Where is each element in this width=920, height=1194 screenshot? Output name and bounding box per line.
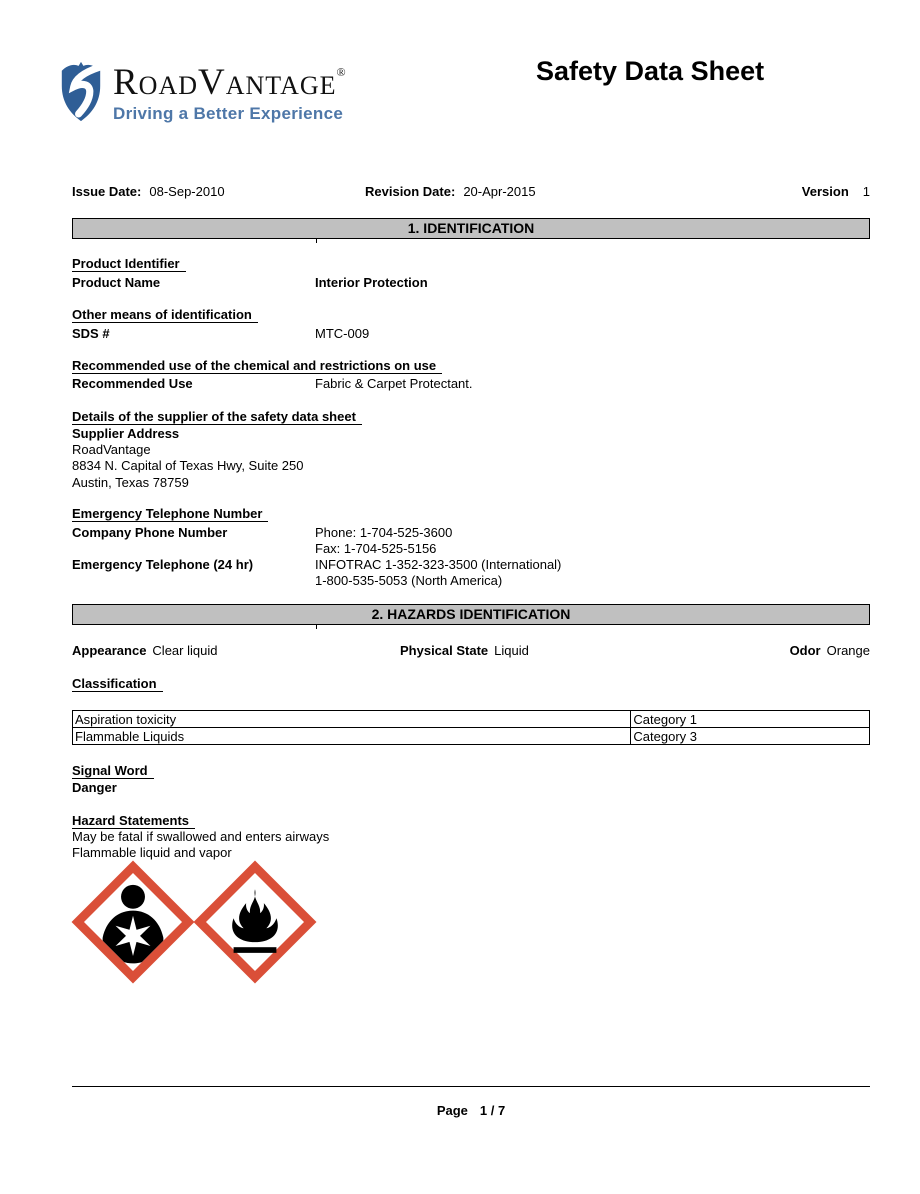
- hazard-class-cell: Aspiration toxicity: [73, 711, 631, 728]
- sds-number-value: MTC-009: [315, 326, 370, 341]
- supplier-details-group: [72, 409, 870, 425]
- page-label: Page: [436, 1103, 468, 1118]
- odor-field: [790, 643, 870, 659]
- hazard-statements-list: [72, 829, 870, 861]
- hazard-statements-group: [72, 813, 870, 829]
- emergency-phone-label: Emergency Telephone (24 hr): [72, 557, 254, 572]
- revision-date-value: 20-Apr-2015: [463, 184, 536, 199]
- emergency-phone-line: INFOTRAC 1-352-323-3500 (International): [315, 557, 562, 572]
- registered-mark-icon: ®: [336, 65, 346, 79]
- field-sds-number: [72, 326, 870, 342]
- company-fax-line: Fax: 1-704-525-5156: [315, 541, 437, 557]
- appearance-value: Clear liquid: [152, 643, 218, 658]
- ghs-flame-icon: [192, 859, 318, 985]
- revision-date-label: Revision Date:: [365, 184, 456, 199]
- brand-name-text: RoadVantage: [113, 62, 337, 103]
- ghs-pictograms: [70, 859, 318, 985]
- version-label: Version: [801, 184, 849, 199]
- column-divider-tick: [316, 238, 317, 243]
- emergency-phone-line: 1-800-535-5053 (North America): [315, 573, 503, 589]
- doc-title: Safety Data Sheet: [536, 56, 765, 86]
- heading-recommended-use: Recommended use of the chemical and restrictions on use: [72, 358, 442, 374]
- meta-row: [72, 184, 870, 200]
- supplier-address-label: Supplier Address: [72, 426, 180, 441]
- section-2-title: 2. HAZARDS IDENTIFICATION: [371, 606, 571, 622]
- version: [802, 184, 870, 199]
- issue-date: [72, 184, 225, 199]
- emergency-telephone-group: [72, 506, 870, 522]
- header-logo: [57, 52, 346, 131]
- hazard-category-cell: Category 3: [631, 728, 870, 745]
- hazard-class-cell: Flammable Liquids: [73, 728, 631, 745]
- product-name-label: Product Name: [72, 275, 161, 290]
- signal-word-group: [72, 763, 870, 779]
- hazard-category-cell: Category 1: [631, 711, 870, 728]
- appearance-field: [72, 643, 217, 658]
- section-1-header: [72, 218, 870, 239]
- revision-date: [365, 184, 536, 199]
- supplier-address-line: 8834 N. Capital of Texas Hwy, Suite 250: [72, 458, 304, 474]
- appearance-row: [72, 643, 870, 659]
- issue-date-value: 08-Sep-2010: [149, 184, 225, 199]
- product-name-value: Interior Protection: [315, 275, 428, 290]
- hazard-statement-line: Flammable liquid and vapor: [72, 845, 232, 861]
- heading-hazard-statements: Hazard Statements: [72, 813, 195, 829]
- column-divider-tick: [316, 624, 317, 629]
- hazard-statement-line: May be fatal if swallowed and enters airways: [72, 829, 330, 844]
- field-product-name: [72, 275, 870, 291]
- classification-table: [72, 710, 870, 745]
- supplier-address-line: Austin, Texas 78759: [72, 474, 189, 490]
- emergency-phone-values: [315, 557, 561, 589]
- recommended-use-value: Fabric & Carpet Protectant.: [315, 376, 473, 391]
- field-emergency-phone: [72, 557, 870, 589]
- page-number: [72, 1103, 870, 1118]
- odor-label: Odor: [789, 643, 821, 658]
- heading-classification: Classification: [72, 676, 163, 692]
- field-recommended-use: [72, 376, 870, 392]
- footer-divider: [72, 1086, 870, 1087]
- appearance-label: Appearance: [72, 643, 147, 658]
- section-1-title: 1. IDENTIFICATION: [407, 220, 535, 236]
- physical-state-field: [400, 643, 529, 659]
- version-value: 1: [862, 184, 870, 199]
- heading-product-identifier: Product Identifier: [72, 256, 186, 272]
- issue-date-label: Issue Date:: [72, 184, 142, 199]
- roadvantage-shield-icon: [57, 52, 105, 131]
- heading-other-means: Other means of identification: [72, 307, 258, 323]
- field-company-phone: [72, 525, 870, 557]
- other-means-group: [72, 307, 870, 323]
- heading-emergency-telephone: Emergency Telephone Number: [72, 506, 268, 522]
- ghs-health-hazard-icon: [70, 859, 196, 985]
- page-number-value: 1 / 7: [479, 1103, 506, 1118]
- classification-row: [73, 711, 870, 728]
- sds-number-label: SDS #: [72, 326, 110, 341]
- recommended-use-group: [72, 358, 870, 374]
- physical-state-value: Liquid: [494, 643, 529, 658]
- odor-value: Orange: [826, 643, 870, 658]
- logo-text: [113, 52, 346, 124]
- company-phone-label: Company Phone Number: [72, 525, 228, 540]
- brand-tagline: Driving a Better Experience: [113, 104, 344, 123]
- recommended-use-label: Recommended Use: [72, 376, 193, 391]
- classification-row: [73, 728, 870, 745]
- signal-word-value: Danger: [72, 780, 117, 795]
- heading-signal-word: Signal Word: [72, 763, 154, 779]
- company-phone-values: [315, 525, 452, 557]
- section-2-header: [72, 604, 870, 625]
- brand-name: [113, 52, 346, 103]
- classification-group: [72, 676, 870, 692]
- supplier-address-line: RoadVantage: [72, 442, 151, 458]
- product-identifier-group: [72, 256, 870, 272]
- heading-supplier-details: Details of the supplier of the safety data sheet: [72, 409, 362, 425]
- company-phone-line: Phone: 1-704-525-3600: [315, 525, 453, 540]
- physical-state-label: Physical State: [400, 643, 489, 658]
- supplier-address-block: [72, 426, 870, 491]
